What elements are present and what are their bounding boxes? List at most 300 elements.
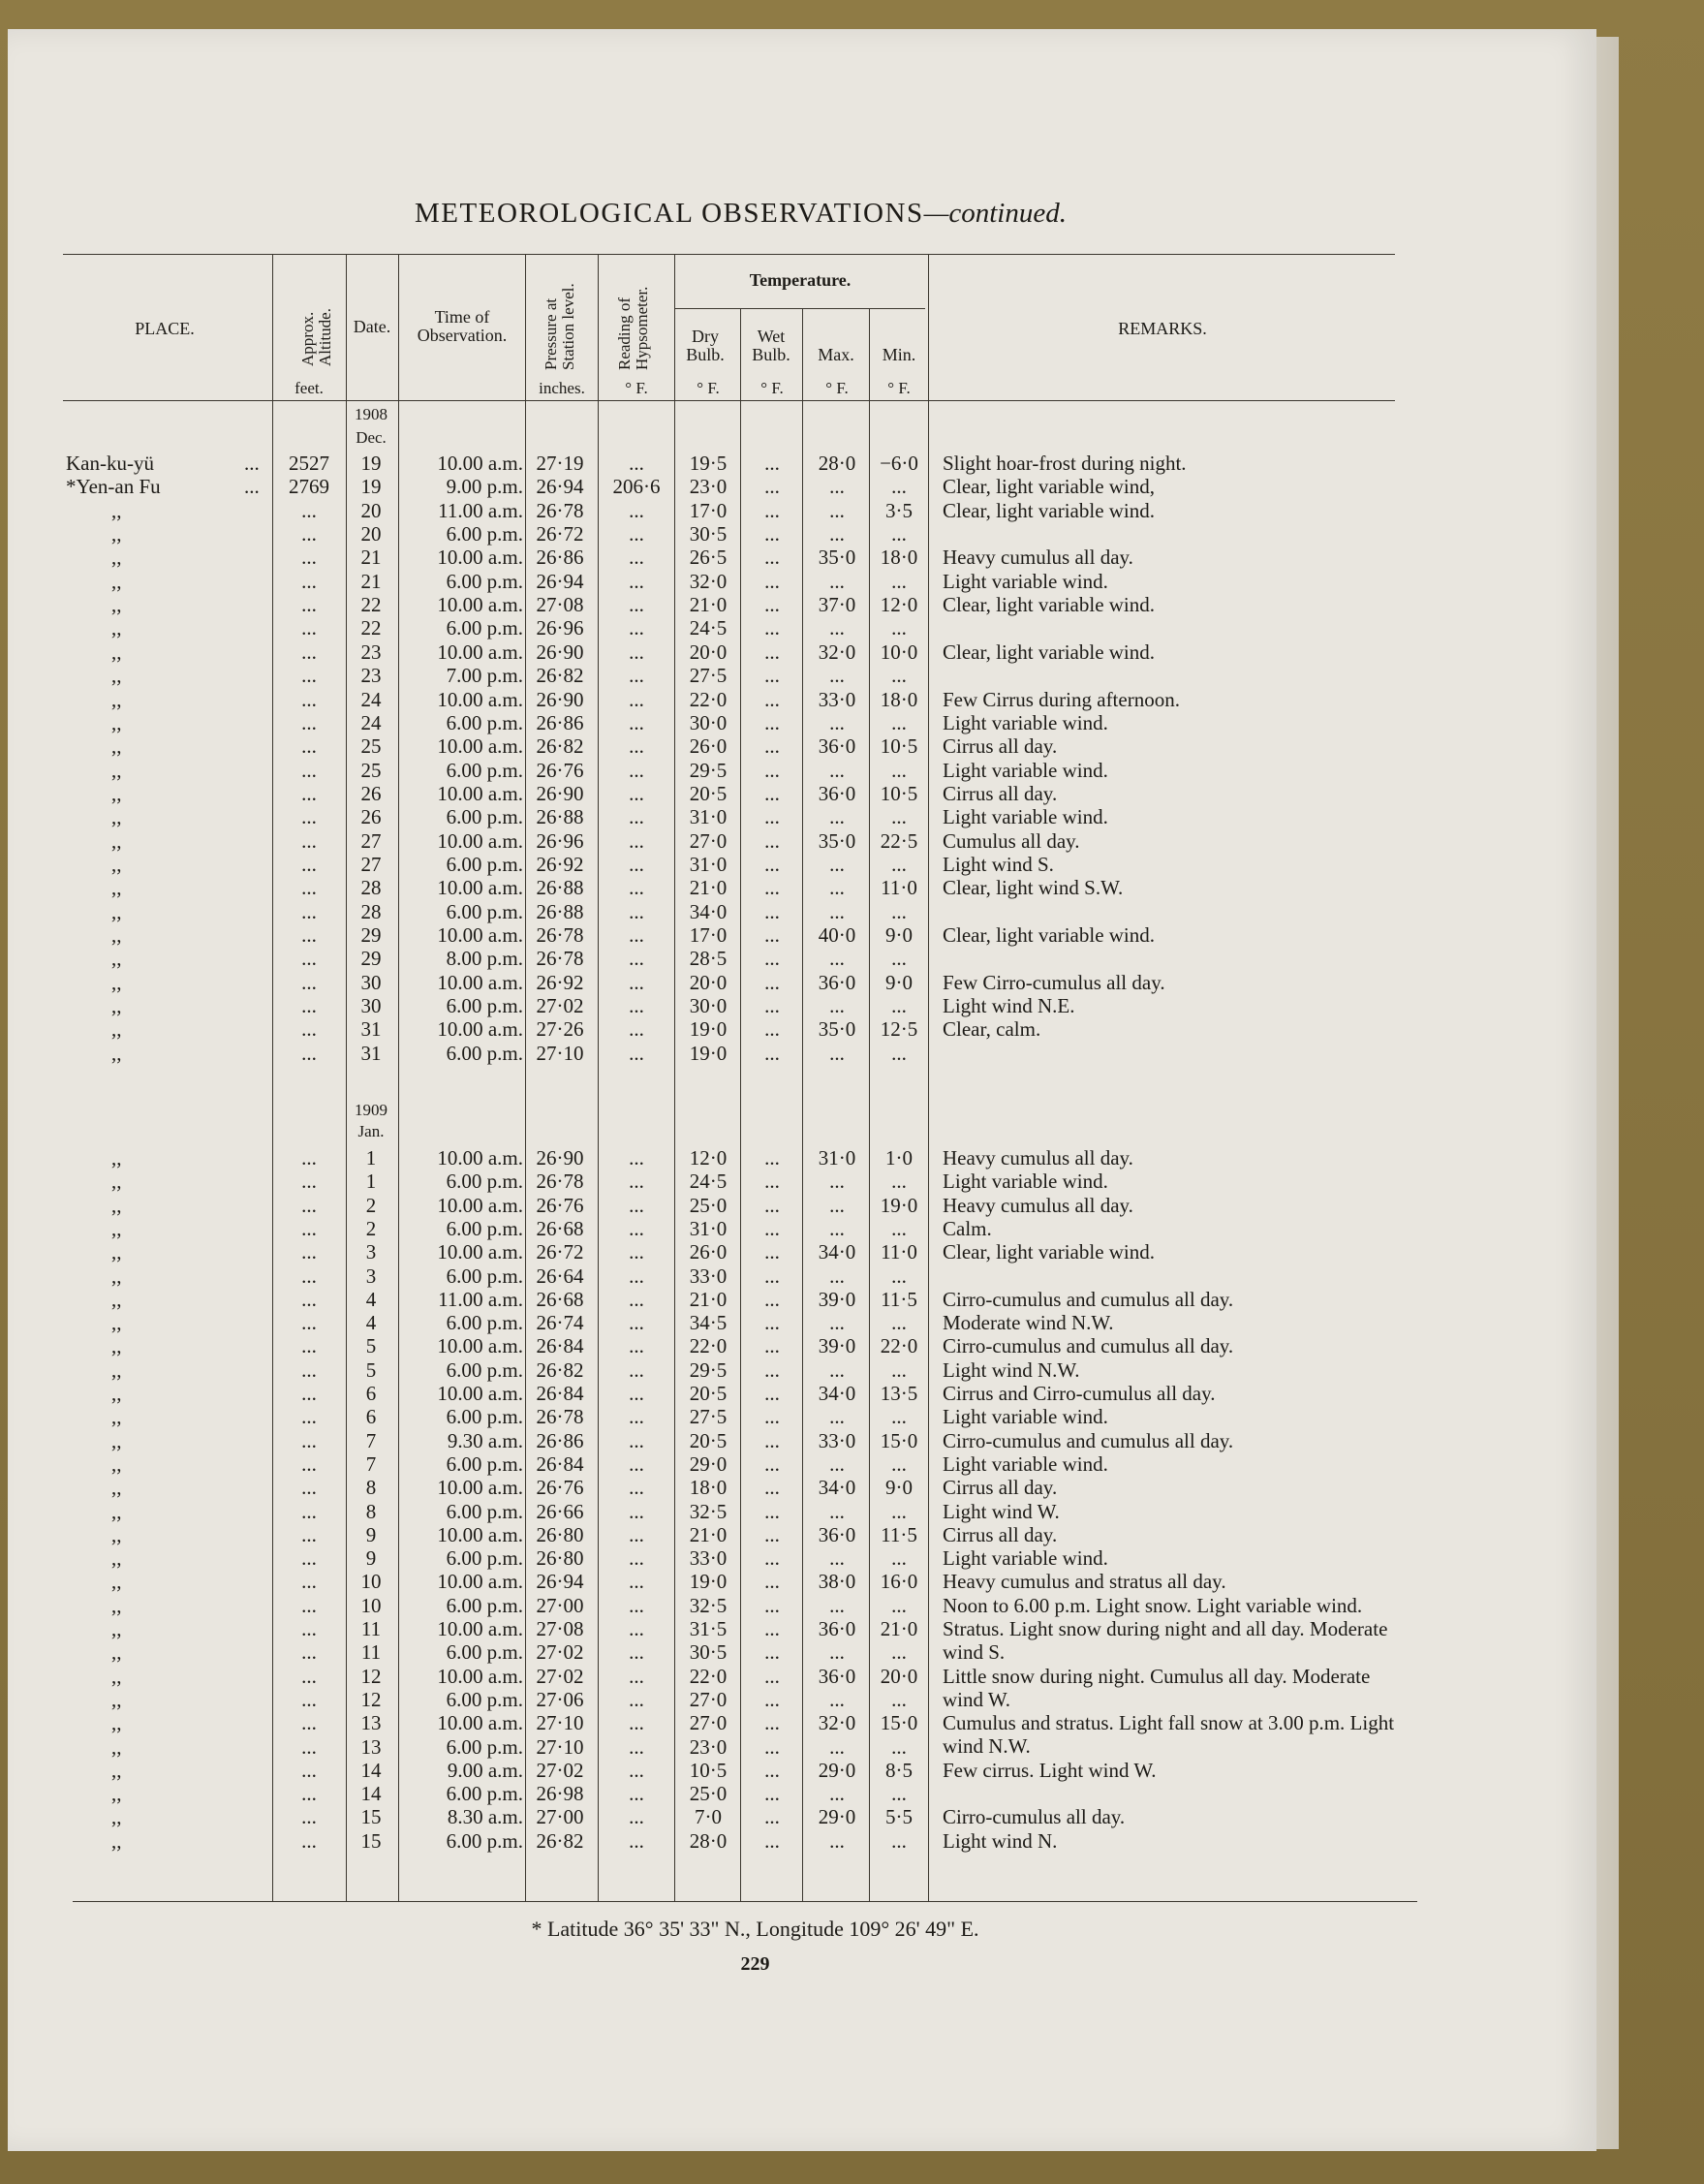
table-row [0,1735,1704,1759]
cell-pres: 26·86 [536,710,584,734]
cell-date: 1 [365,1146,377,1170]
cell-min: 3·5 [885,498,913,522]
cell-time: 10.00 a.m. [437,640,523,664]
cell-hyp: ... [629,994,644,1018]
cell-time: 10.00 a.m. [437,876,523,900]
cell-wet: ... [764,1593,780,1617]
cell-pres: 26·88 [536,899,584,923]
cell-dry: 19·0 [689,1570,728,1594]
cell-wet: ... [764,923,780,947]
cell-dry: 29·5 [689,758,728,782]
cell-pres: 26·84 [536,1334,584,1358]
cell-max: ... [829,710,845,734]
table-row [0,499,1704,522]
unit-min: ° F. [887,379,911,397]
cell-alt: ... [301,734,317,759]
cell-pres: 27·08 [536,1617,584,1640]
cell-rem: Clear, light wind S.W. [943,876,1124,900]
cell-wet: ... [764,546,780,570]
cell-min: ... [891,1828,907,1853]
cell-pres: 26·92 [536,852,584,876]
cell-place: ,, [111,1451,122,1476]
cell-dry: 31·0 [689,1216,728,1240]
cell-alt: ... [301,569,317,593]
table-row [0,688,1704,711]
cell-place: ,, [111,1546,122,1571]
cell-date: 24 [360,687,382,711]
cell-rem: Clear, light variable wind, [943,475,1156,499]
cell-min: ... [891,1687,907,1711]
cell-wet: ... [764,1828,780,1853]
cell-dry: 26·0 [689,734,728,759]
cell-time: 6.00 p.m. [446,899,523,923]
cell-alt: ... [301,828,317,853]
cell-pres: 27·19 [536,452,584,475]
cell-wet: ... [764,828,780,853]
cell-dry: 31·0 [689,852,728,876]
cell-hyp: ... [629,876,644,900]
cell-time: 10.00 a.m. [437,452,523,475]
cell-pres: 27·26 [536,1017,584,1042]
table-row [0,1382,1704,1405]
cell-rem: Light variable wind. [943,710,1108,734]
cell-alt: ... [301,616,317,640]
cell-wet: ... [764,569,780,593]
cell-min: ... [891,569,907,593]
cell-date: 3 [365,1264,377,1288]
cell-date: 2 [365,1216,377,1240]
cell-place: ,, [111,994,122,1018]
cell-min: 9·0 [885,970,913,994]
cell-min: ... [891,852,907,876]
cell-max: ... [829,1311,845,1335]
cell-time: 6.00 p.m. [446,1828,523,1853]
cell-alt: ... [301,1711,317,1735]
cell-time: 10.00 a.m. [437,734,523,759]
cell-alt: ... [301,1357,317,1382]
cell-wet: ... [764,1711,780,1735]
cell-date: 3 [365,1240,377,1264]
cell-rem: Clear, light variable wind. [943,593,1156,617]
cell-date: 1 [365,1170,377,1194]
cell-place: ,, [111,828,122,853]
cell-time: 7.00 p.m. [446,664,523,688]
cell-alt: ... [301,970,317,994]
cell-place: ,, [111,1428,122,1452]
cell-pres: 26·90 [536,687,584,711]
table-row [0,734,1704,758]
cell-hyp: ... [629,1782,644,1806]
cell-place: ,, [111,1357,122,1382]
cell-hyp: ... [629,1357,644,1382]
header-max: Max. [818,345,854,364]
cell-min: ... [891,1216,907,1240]
table-row [0,829,1704,853]
cell-time: 6.00 p.m. [446,758,523,782]
cell-alt: ... [301,1216,317,1240]
cell-max: ... [829,498,845,522]
table-row [0,1170,1704,1193]
cell-place: ,, [111,1041,122,1065]
cell-dry: 20·0 [689,640,728,664]
cell-max: ... [829,1216,845,1240]
cell-date: 15 [360,1828,382,1853]
cell-time: 6.00 p.m. [446,1593,523,1617]
cell-min: ... [891,1546,907,1571]
table-row [0,1452,1704,1476]
unit-dry-bulb: ° F. [697,379,720,397]
cell-hyp: ... [629,899,644,923]
cell-max: 39·0 [818,1287,856,1311]
cell-time: 6.00 p.m. [446,1041,523,1065]
cell-date: 4 [365,1287,377,1311]
cell-pres: 27·02 [536,1640,584,1665]
cell-min: 15·0 [880,1428,918,1452]
cell-pres: 27·10 [536,1734,584,1759]
cell-time: 6.00 p.m. [446,1405,523,1429]
cell-pres: 26·80 [536,1522,584,1546]
cell-place: ,, [111,1499,122,1523]
table-row [0,711,1704,734]
table-row [0,664,1704,687]
cell-min: ... [891,947,907,971]
cell-time: 10.00 a.m. [437,593,523,617]
cell-dry: 22·0 [689,1334,728,1358]
cell-time: 10.00 a.m. [437,1570,523,1594]
title-continued: —continued. [923,198,1067,229]
cell-date: 8 [365,1499,377,1523]
cell-wet: ... [764,1382,780,1405]
cell-place: ,, [111,852,122,876]
cell-date: 29 [360,947,382,971]
cell-min: ... [891,1593,907,1617]
cell-dry: 27·5 [689,1405,728,1429]
cell-pres: 26·86 [536,1428,584,1452]
cell-time: 6.00 p.m. [446,1451,523,1476]
cell-min: ... [891,1734,907,1759]
cell-alt: ... [301,781,317,805]
table-row [0,1523,1704,1546]
cell-wet: ... [764,734,780,759]
cell-dry: 27·0 [689,828,728,853]
table-row [0,1194,1704,1217]
cell-date: 7 [365,1428,377,1452]
table-row [0,782,1704,805]
cell-date: 26 [360,781,382,805]
cell-pres: 27·06 [536,1687,584,1711]
cell-alt: ... [301,1405,317,1429]
cell-max: 33·0 [818,1428,856,1452]
cell-wet: ... [764,852,780,876]
cell-hyp: ... [629,616,644,640]
cell-place: ,, [111,1570,122,1594]
cell-pres: 26·66 [536,1499,584,1523]
cell-min: ... [891,1640,907,1665]
cell-pres: 26·82 [536,664,584,688]
cell-rem: Cirrus and Cirro-cumulus all day. [943,1382,1216,1405]
cell-dry: 22·0 [689,687,728,711]
cell-date: 11 [360,1617,382,1640]
cell-hyp: ... [629,1017,644,1042]
cell-dry: 30·0 [689,710,728,734]
cell-hyp: ... [629,687,644,711]
cell-hyp: ... [629,805,644,829]
table-row [0,1759,1704,1782]
cell-alt: ... [301,1041,317,1065]
cell-pres: 26·78 [536,1405,584,1429]
cell-hyp: ... [629,1146,644,1170]
cell-date: 31 [360,1017,382,1042]
cell-hyp: ... [629,640,644,664]
cell-time: 10.00 a.m. [437,923,523,947]
cell-max: ... [829,1734,845,1759]
unit-wet-bulb: ° F. [760,379,784,397]
cell-hyp: ... [629,1664,644,1688]
cell-wet: ... [764,758,780,782]
cell-place: ,, [111,687,122,711]
cell-rem: Clear, light variable wind. [943,1240,1156,1264]
cell-dry: 30·0 [689,994,728,1018]
cell-min: 21·0 [880,1617,918,1640]
cell-rem: Few Cirro-cumulus all day. [943,970,1165,994]
cell-wet: ... [764,452,780,475]
cell-rem: Few Cirrus during afternoon. [943,687,1180,711]
cell-min: 15·0 [880,1711,918,1735]
cell-min: 20·0 [880,1664,918,1688]
cell-dry: 22·0 [689,1664,728,1688]
cell-date: 13 [360,1711,382,1735]
cell-rem: Light variable wind. [943,1546,1108,1571]
cell-wet: ... [764,1687,780,1711]
cell-date: 26 [360,805,382,829]
cell-pres: 26·82 [536,1828,584,1853]
cell-time: 6.00 p.m. [446,1782,523,1806]
table-row [0,452,1704,475]
cell-time: 6.00 p.m. [446,616,523,640]
cell-hyp: ... [629,664,644,688]
cell-time: 6.00 p.m. [446,1687,523,1711]
cell-hyp: ... [629,1170,644,1194]
cell-place: ,, [111,1382,122,1405]
cell-alt: ... [301,1170,317,1194]
cell-hyp: ... [629,1640,644,1665]
year-label: 1909 [355,1101,387,1119]
cell-min: 8·5 [885,1758,913,1782]
cell-date: 9 [365,1546,377,1571]
cell-dry: 17·0 [689,498,728,522]
cell-min: 22·0 [880,1334,918,1358]
cell-dry: 23·0 [689,1734,728,1759]
cell-max: ... [829,1193,845,1217]
cell-hyp: ... [629,1546,644,1571]
cell-time: 9.00 a.m. [447,1758,523,1782]
cell-hyp: ... [629,1193,644,1217]
cell-place: ,, [111,1711,122,1735]
cell-place: ,, [111,710,122,734]
cell-max: ... [829,664,845,688]
cell-rem: Stratus. Light snow during night and all day. Moderate wind S. [943,1617,1388,1664]
cell-date: 31 [360,1041,382,1065]
cell-alt: ... [301,805,317,829]
table-row [0,1688,1704,1711]
cell-rem: Cirro-cumulus and cumulus all day. [943,1334,1234,1358]
title-text: METEOROLOGICAL OBSERVATIONS [415,198,924,229]
cell-pres: 26·98 [536,1782,584,1806]
cell-rem: Light variable wind. [943,758,1108,782]
cell-rem: Noon to 6.00 p.m. Light snow. Light variable wind. [943,1593,1363,1617]
cell-place: ,, [111,640,122,664]
cell-alt: ... [301,1264,317,1288]
cell-place: ,, [111,1805,122,1829]
cell-rem: Cirro-cumulus all day. [943,1805,1126,1829]
cell-min: ... [891,1041,907,1065]
cell-hyp: ... [629,522,644,546]
cell-date: 2 [365,1193,377,1217]
cell-pres: 26·64 [536,1264,584,1288]
cell-date: 23 [360,640,382,664]
header-date: Date. [353,317,391,336]
header-remarks: REMARKS. [1118,319,1207,338]
cell-time: 6.00 p.m. [446,1640,523,1665]
cell-hyp: ... [629,758,644,782]
cell-wet: ... [764,947,780,971]
cell-rem: Cirro-cumulus and cumulus all day. [943,1428,1234,1452]
cell-wet: ... [764,1617,780,1640]
cell-max: ... [829,1357,845,1382]
cell-rem: Cirrus all day. [943,1522,1058,1546]
cell-hyp: ... [629,1264,644,1288]
cell-place: ,, [111,1522,122,1546]
cell-min: 18·0 [880,687,918,711]
cell-pres: 27·08 [536,593,584,617]
cell-max: 38·0 [818,1570,856,1594]
cell-time: 10.00 a.m. [437,687,523,711]
cell-date: 21 [360,569,382,593]
cell-max: ... [829,876,845,900]
cell-max: ... [829,994,845,1018]
cell-alt: ... [301,1476,317,1500]
cell-date: 15 [360,1805,382,1829]
cell-rem: Light wind N.E. [943,994,1075,1018]
cell-wet: ... [764,616,780,640]
table-row [0,616,1704,640]
cell-max: ... [829,1687,845,1711]
cell-dry: 21·0 [689,593,728,617]
cell-max: 32·0 [818,640,856,664]
cell-alt: ... [301,710,317,734]
cell-alt: ... [301,1428,317,1452]
cell-time: 9.00 p.m. [446,475,523,499]
cell-min: ... [891,994,907,1018]
cell-date: 14 [360,1758,382,1782]
cell-place: ,, [111,781,122,805]
table-row [0,853,1704,876]
cell-wet: ... [764,710,780,734]
cell-max: 29·0 [818,1805,856,1829]
cell-alt: ... [301,498,317,522]
cell-pres: 26·78 [536,923,584,947]
header-time: Time of Observation. [417,307,508,345]
cell-max: 36·0 [818,781,856,805]
cell-hyp: ... [629,546,644,570]
cell-alt: ... [301,1240,317,1264]
table-row [0,971,1704,994]
cell-wet: ... [764,1146,780,1170]
cell-wet: ... [764,1287,780,1311]
cell-place: ,, [111,1405,122,1429]
cell-time: 6.00 p.m. [446,1170,523,1194]
cell-rem: Cirrus all day. [943,734,1058,759]
cell-alt: ... [301,1593,317,1617]
cell-dry: 29·5 [689,1357,728,1382]
cell-max: 34·0 [818,1240,856,1264]
cell-pres: 26·86 [536,546,584,570]
table-row [0,947,1704,970]
cell-max: ... [829,758,845,782]
header-bottom-rule [63,400,1395,401]
cell-wet: ... [764,1170,780,1194]
cell-wet: ... [764,1664,780,1688]
cell-date: 14 [360,1782,382,1806]
cell-max: ... [829,899,845,923]
cell-min: ... [891,1405,907,1429]
cell-time: 10.00 a.m. [437,1664,523,1688]
cell-min: 9·0 [885,1476,913,1500]
cell-rem: Light variable wind. [943,1451,1108,1476]
cell-rem: Heavy cumulus all day. [943,1146,1133,1170]
cell-pres: 26·76 [536,1193,584,1217]
table-row [0,1334,1704,1357]
cell-dry: 12·0 [689,1146,728,1170]
cell-place: ,, [111,1311,122,1335]
cell-date: 20 [360,498,382,522]
cell-alt: ... [301,1687,317,1711]
unit-pressure: inches. [539,379,585,397]
cell-wet: ... [764,1499,780,1523]
cell-dry: 21·0 [689,1522,728,1546]
cell-max: 32·0 [818,1711,856,1735]
cell-min: ... [891,758,907,782]
cell-min: 18·0 [880,546,918,570]
cell-date: 25 [360,758,382,782]
cell-wet: ... [764,1264,780,1288]
cell-dry: 27·0 [689,1687,728,1711]
table-bottom-rule [73,1901,1417,1902]
unit-hypsometer: ° F. [625,379,648,397]
cell-hyp: ... [629,1499,644,1523]
cell-dry: 31·5 [689,1617,728,1640]
cell-wet: ... [764,664,780,688]
cell-max: 36·0 [818,970,856,994]
cell-alt: ... [301,1828,317,1853]
cell-hyp: ... [629,1311,644,1335]
cell-wet: ... [764,1405,780,1429]
cell-date: 30 [360,970,382,994]
cell-wet: ... [764,522,780,546]
cell-min: ... [891,1264,907,1288]
cell-dry: 32·5 [689,1499,728,1523]
cell-date: 27 [360,852,382,876]
cell-date: 12 [360,1664,382,1688]
cell-dry: 28·5 [689,947,728,971]
cell-max: ... [829,1264,845,1288]
cell-dry: 25·0 [689,1193,728,1217]
cell-date: 22 [360,616,382,640]
table-row [0,475,1704,498]
cell-time: 9.30 a.m. [447,1428,523,1452]
cell-rem: Heavy cumulus all day. [943,546,1133,570]
page-title [0,198,1704,230]
